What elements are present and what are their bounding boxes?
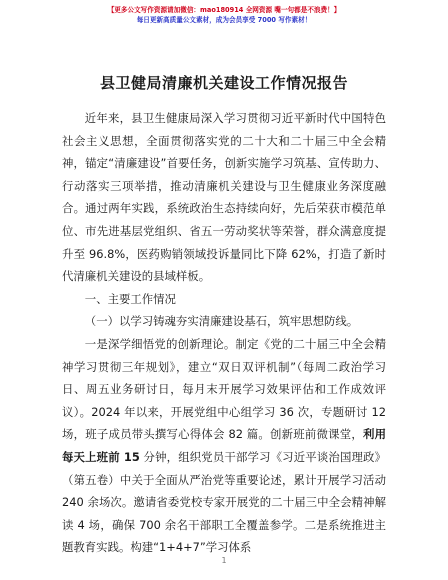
subsection-title: （一）以学习铸魂夯实清廉建设基石，筑牢思想防线。 xyxy=(84,314,359,329)
promo-banner xyxy=(0,5,448,25)
promo-line-2: 每日更新高质量公文素材，成为会员享受 7000 写作素材！ xyxy=(136,16,312,24)
section-heading: 一、主要工作情况 xyxy=(84,291,176,306)
document-title: 县卫健局清廉机关建设工作情况报告 xyxy=(99,74,348,92)
intro-paragraph: 近年来，县卫生健康局深入学习贯彻习近平新时代中国特色社会主义思想，全面贯彻落实党的二十大和二十届三中全会精神，锚定“清廉建设”首要任务，创新实施学习筑基、宣传助力、行动落实三项举措，推动清廉机关建设与卫生健康业务深度融合。通过两年实践，系统政治生态持续向好，先后荣获市模范单位、市先进基层党组织、省五一劳动奖状等荣誉，群众满意度提升至 96.8%，医药购销领域投诉量同比下降 62%，打造了新时代清廉机关建设的县域样板。 xyxy=(62,111,386,284)
bold-phrase: 利用每天上班前 15 xyxy=(62,427,386,464)
promo-line-1: 【更多公文写作资源请加微信：mao180914 全网资源 嘴一句都是不浪费！】 xyxy=(107,6,341,14)
page-number: 1 xyxy=(221,556,227,565)
document-body xyxy=(62,107,386,559)
paragraph-text-start: 一是深学细悟党的创新理论。制定《党的二十届三中全会精神学习贯彻三年规划》，建立“双日双评机制”（每周二政治学习日、周五业务研讨日，每月末开展学习效果评估和工作成效评议）。2024 年以来，开展党组中心组学习 36 次，专题研讨 12 场，班子成员带头撰写心得体会 82 篇。创新班前微课堂， xyxy=(62,336,386,442)
content-paragraph xyxy=(62,333,386,559)
paragraph-text-end: 分钟，组织党员干部学习《习近平谈治国理政》（第五卷）中关于全面从严治党等重要论述，累计开展学习活动 240 余场次。邀请省委党校专家开展党的二十届三中全会精神解读 4 场，确保 700 余名干部职工全覆盖参学。二是系统推进主题教育实践。构建“1+4+7”学习体系 xyxy=(62,449,386,555)
